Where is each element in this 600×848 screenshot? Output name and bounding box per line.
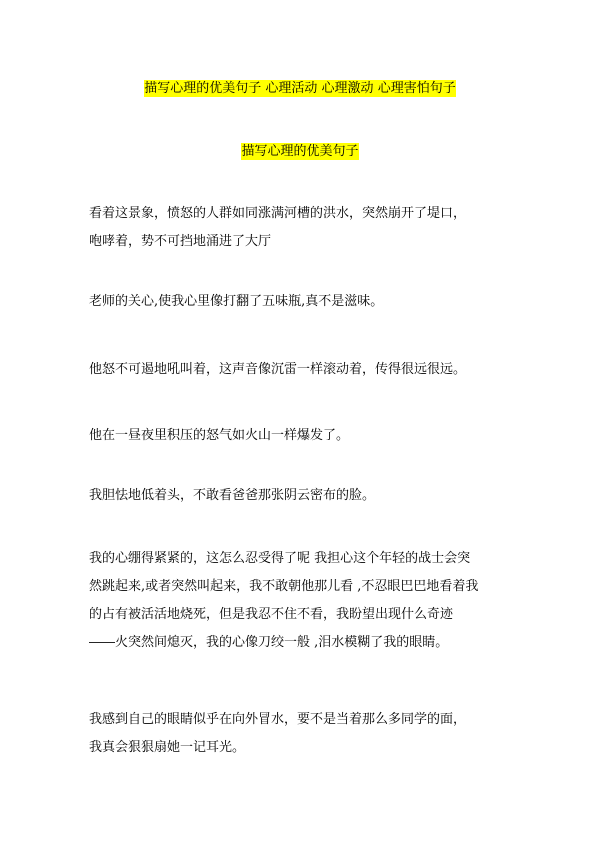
paragraph-4 — [89, 422, 529, 450]
paragraph-line: 我的心绷得紧紧的，这怎么忍受得了呢 我担心这个年轻的战士会突 — [89, 551, 471, 566]
paragraph-line: 的占有被活活地烧死，但是我忍不住不看，我盼望出现什么奇迹 — [89, 607, 454, 622]
paragraph-line: 然跳起来,或者突然叫起来，我不敢朝他那儿看 ,不忍眼巴巴地看着我 — [89, 579, 479, 594]
section-title-text: 描写心理的优美句子 — [241, 144, 359, 159]
paragraph-5 — [89, 482, 529, 510]
main-title — [0, 81, 600, 97]
paragraph-line: 老师的关心,使我心里像打翻了五味瓶,真不是滋味。 — [89, 294, 384, 309]
paragraph-line: 他在一昼夜里积压的怒气如火山一样爆发了。 — [89, 428, 350, 443]
paragraph-6 — [89, 545, 529, 657]
paragraph-line: 我感到自己的眼睛似乎在向外冒水，要不是当着那么多同学的面， — [89, 712, 467, 727]
paragraph-line: 看着这景象，愤怒的人群如同涨满河槽的洪水，突然崩开了堤口， — [89, 206, 467, 221]
paragraph-line: 我真会狠狠扇她一记耳光。 — [89, 740, 246, 755]
paragraph-line: ――火突然间熄灭，我的心像刀绞一般 ,泪水模糊了我的眼睛。 — [89, 635, 449, 650]
paragraph-2 — [89, 288, 529, 316]
paragraph-line: 咆哮着，势不可挡地涌进了大厅 — [89, 234, 272, 249]
paragraph-line: 我胆怯地低着头，不敢看爸爸那张阴云密布的脸。 — [89, 488, 376, 503]
paragraph-7 — [89, 706, 529, 762]
paragraph-line: 他怒不可遏地吼叫着，这声音像沉雷一样滚动着，传得很远很远。 — [89, 362, 467, 377]
main-title-text: 描写心理的优美句子 心理活动 心理激动 心理害怕句子 — [144, 81, 456, 96]
paragraph-3 — [89, 356, 529, 384]
paragraph-1 — [89, 200, 529, 256]
section-title — [0, 144, 600, 160]
